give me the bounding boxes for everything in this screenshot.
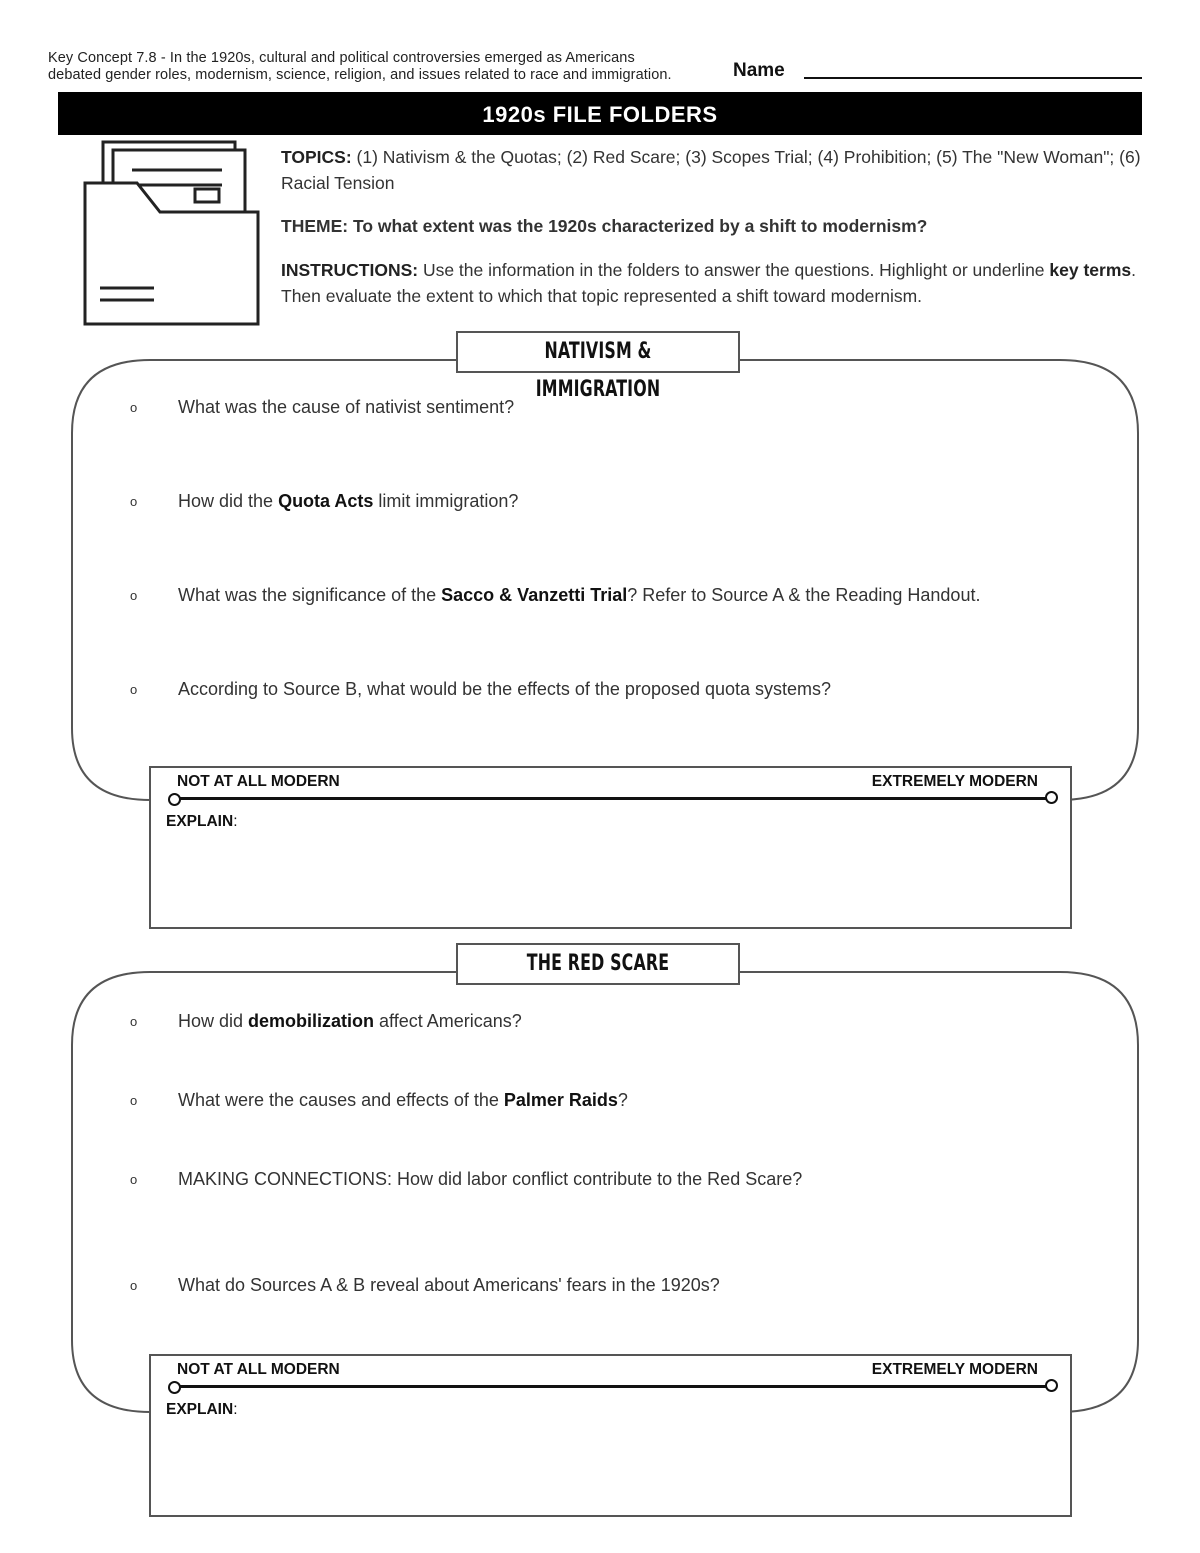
key-concept-text [48, 50, 728, 84]
bullet-icon: o [130, 494, 138, 510]
scale-right-label: EXTREMELY MODERN [871, 1361, 1038, 1378]
scale-line[interactable] [173, 1385, 1053, 1388]
question-item: o How did the Quota Acts limit immigration? [130, 489, 1110, 513]
instructions-text: INSTRUCTIONS: Use the information in the folders to answer the questions. Highlight or underline key terms. Then evaluate the extent to which that topic represented a shift toward modernism. [281, 260, 1137, 306]
modernism-scale-box[interactable] [149, 766, 1072, 929]
page-title: 1920s FILE FOLDERS [58, 92, 1142, 135]
question-item: o What do Sources A & B reveal about Americans' fears in the 1920s? [130, 1273, 1110, 1297]
theme-text: THEME: To what extent was the 1920s characterized by a shift to modernism? [281, 216, 928, 236]
bullet-icon: o [130, 1093, 138, 1109]
explain-label: EXPLAIN: [166, 1401, 238, 1418]
bullet-icon: o [130, 1014, 138, 1030]
question-item: o What was the cause of nativist sentiment? [130, 395, 1110, 419]
name-label: Name [733, 60, 785, 81]
key-terms-text: key terms [1049, 260, 1132, 280]
topics-label: TOPICS: [281, 147, 352, 167]
modernism-scale-box[interactable] [149, 1354, 1072, 1517]
question-item: o MAKING CONNECTIONS: How did labor conflict contribute to the Red Scare? [130, 1167, 1110, 1191]
topics-list: (1) Nativism & the Quotas; (2) Red Scare; (3) Scopes Trial; (4) Prohibition; (5) The "New Woman"; (6) Racial Tension [281, 147, 1141, 193]
name-input-line[interactable] [804, 77, 1142, 79]
topics-text [281, 144, 1141, 196]
scale-left-label: NOT AT ALL MODERN [177, 1361, 340, 1378]
bullet-icon: o [130, 1278, 138, 1294]
scale-right-label: EXTREMELY MODERN [871, 773, 1038, 790]
section-title-red-scare: THE RED SCARE [456, 943, 740, 985]
bullet-icon: o [130, 588, 138, 604]
scale-start-dot [168, 1381, 181, 1394]
explain-label: EXPLAIN: [166, 813, 238, 830]
bullet-icon: o [130, 1172, 138, 1188]
scale-end-dot [1045, 791, 1058, 804]
section-frame-red-scare [70, 970, 1140, 1416]
question-item: o According to Source B, what would be the effects of the proposed quota systems? [130, 677, 1110, 701]
question-item: o What was the significance of the Sacco & Vanzetti Trial? Refer to Source A & the Reading Handout. [130, 583, 1110, 607]
instructions-label: INSTRUCTIONS: [281, 260, 419, 280]
section-title-nativism: NATIVISM & IMMIGRATION [456, 331, 740, 373]
section-frame-nativism [70, 358, 1140, 804]
folder-icon [82, 140, 262, 328]
question-item: o What were the causes and effects of the Palmer Raids? [130, 1088, 1110, 1112]
scale-start-dot [168, 793, 181, 806]
key-concept-line-2: debated gender roles, modernism, science, religion, and issues related to race and immigration. [48, 67, 672, 83]
bullet-icon: o [130, 682, 138, 698]
scale-line[interactable] [173, 797, 1053, 800]
scale-left-label: NOT AT ALL MODERN [177, 773, 340, 790]
question-item: o How did demobilization affect Americans? [130, 1009, 1110, 1033]
scale-end-dot [1045, 1379, 1058, 1392]
key-concept-line-1: Key Concept 7.8 - In the 1920s, cultural and political controversies emerged as Americans [48, 50, 635, 66]
bullet-icon: o [130, 400, 138, 416]
